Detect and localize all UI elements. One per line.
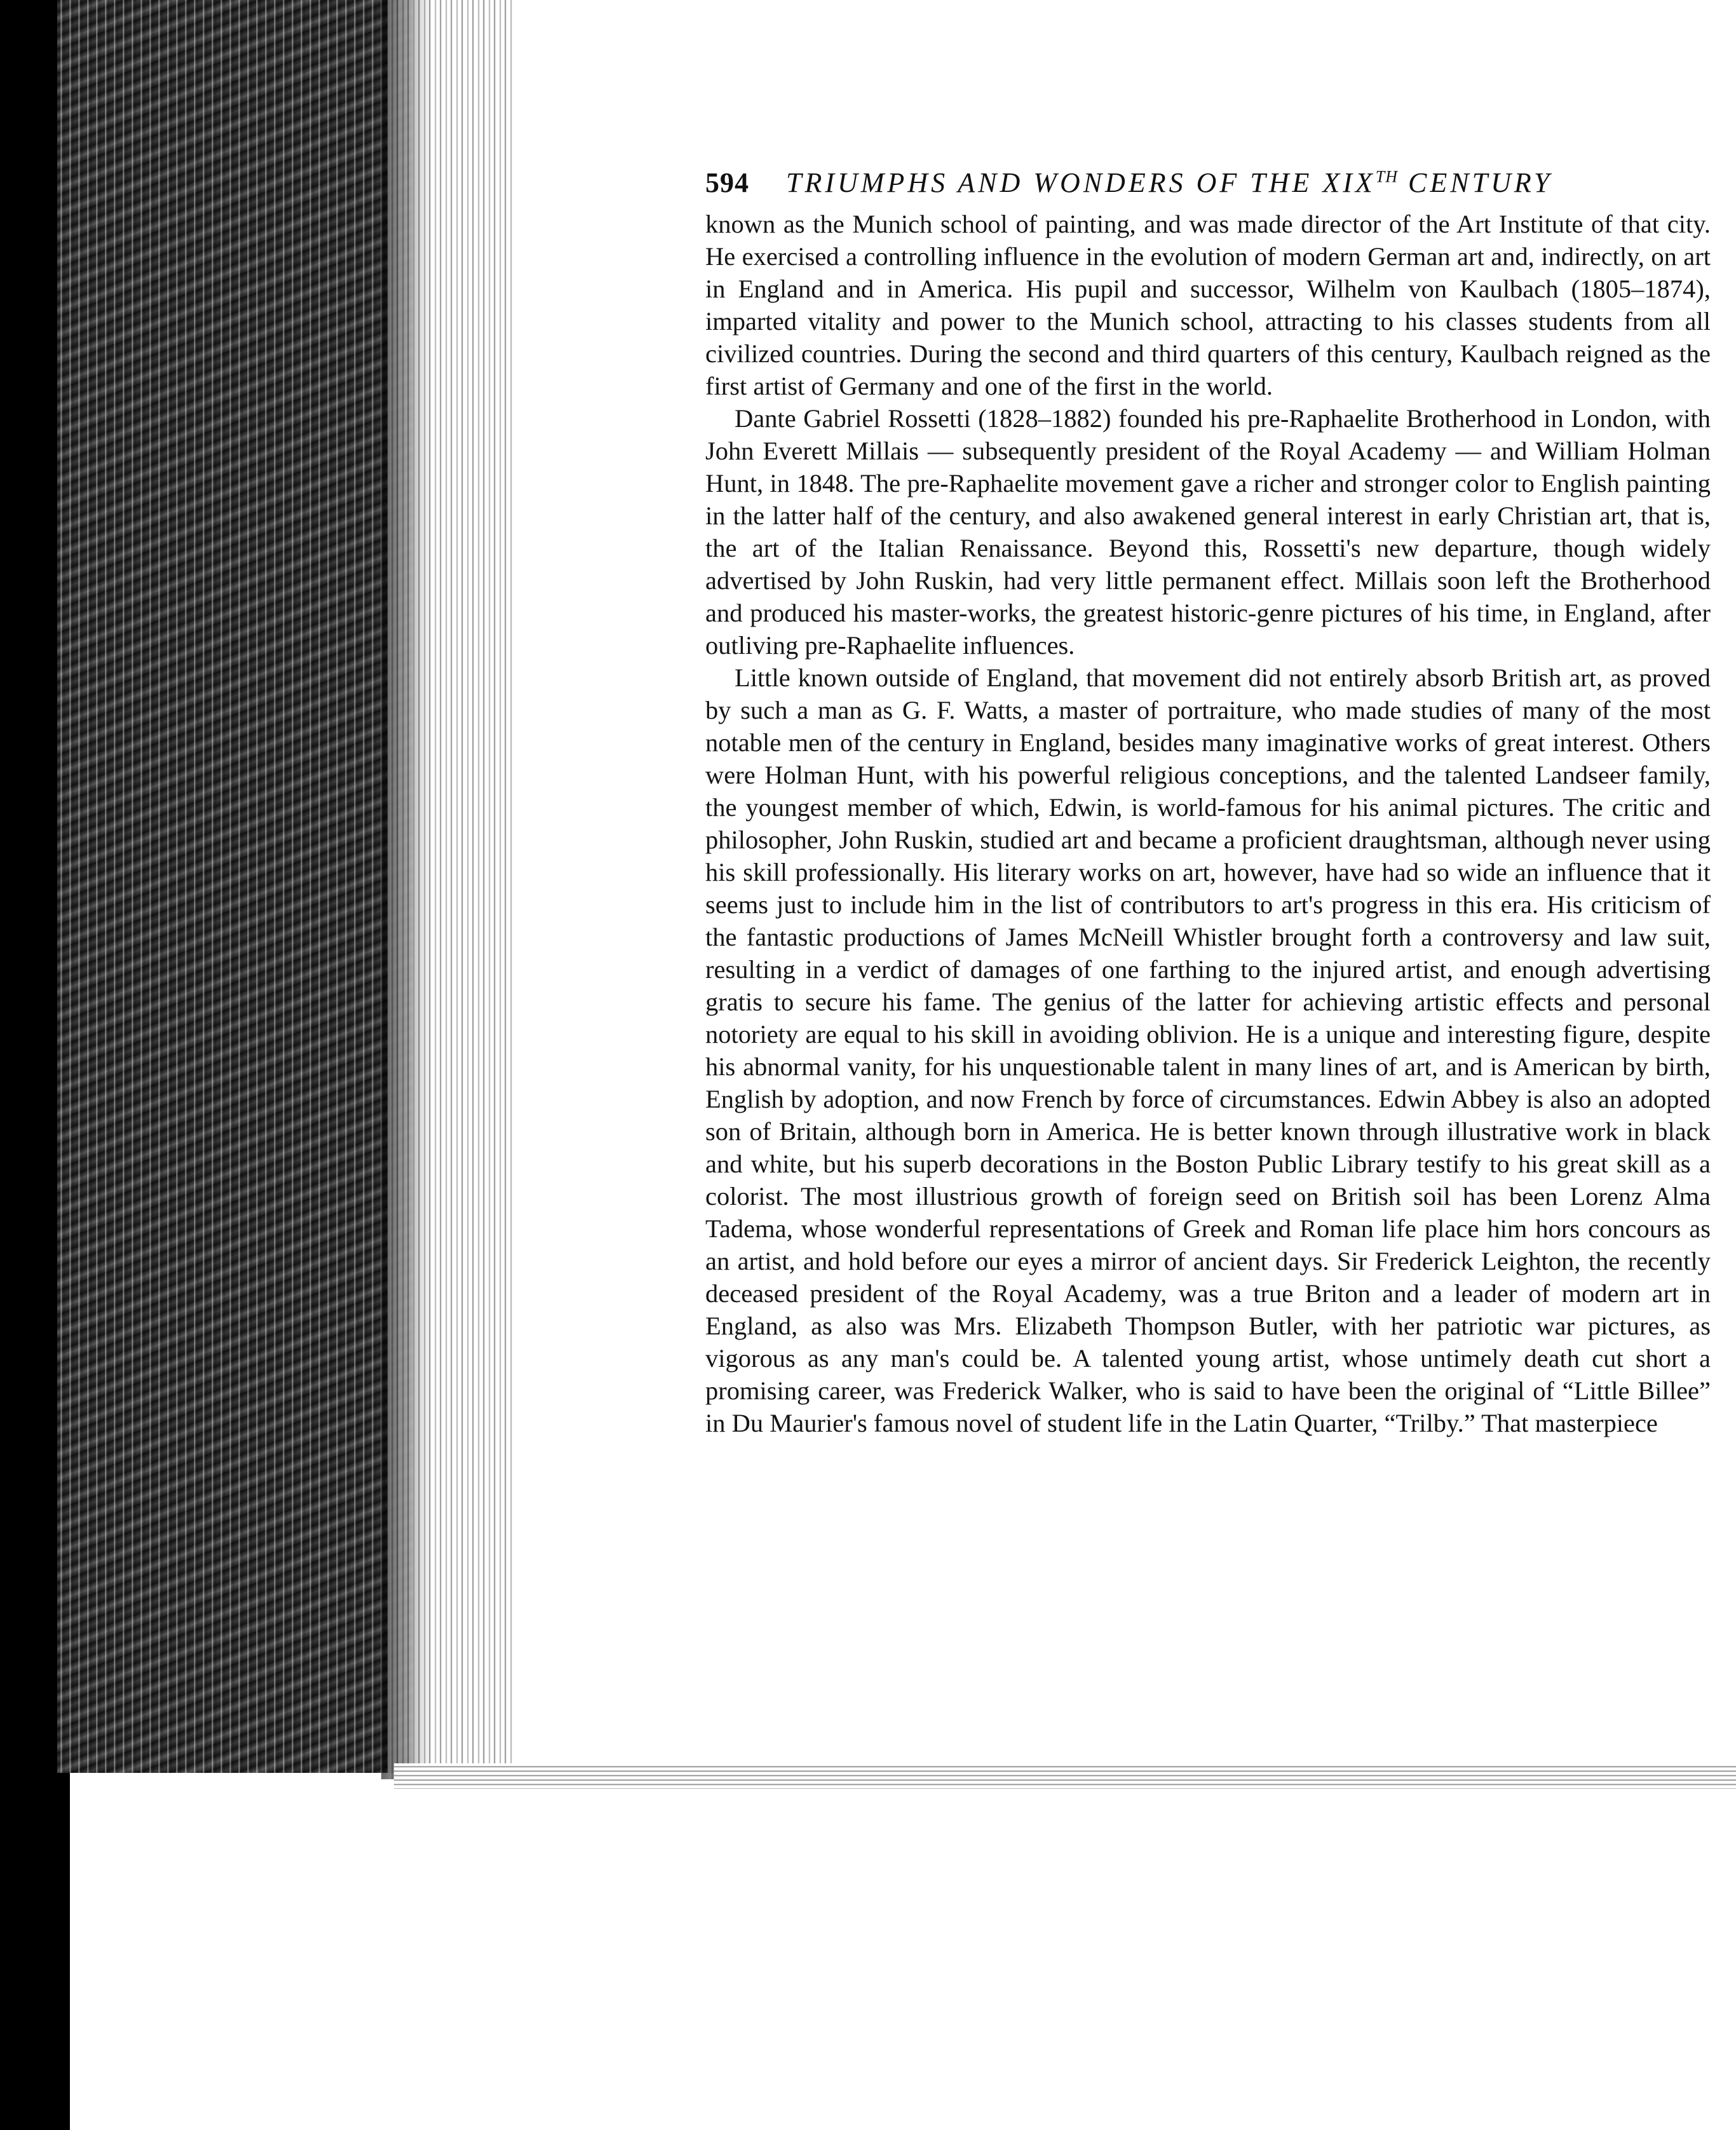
running-title [786,166,1552,199]
paragraph-continued: known as the Munich school of painting, and was made director of the Art Institute of that city. He exercised a controlling influence in the evolution of modern German art and, indirectly, on art in England and in America. His pupil and successor, Wilhelm von Kaulbach (1805–1874), imparted vitality and power to the Munich school, attracting to his classes students from all civilized countries. During the second and third quarters of this century, Kaulbach reigned as the first artist of Germany and one of the first in the world. [705,210,1711,400]
page-number: 594 [705,167,749,198]
running-head [705,166,1711,199]
marbled-book-edge [57,0,413,1773]
paragraph-british-art: Little known outside of England, that movement did not entirely absorb British art, as proved by such a man as G. F. Watts, a master of portraiture, who made studies of many of the most notable men of the century in England, besides many imaginative works of great interest. Others were Holman Hunt, with his powerful religious conceptions, and the talented Landseer family, the youngest member of which, Edwin, is world-famous for his animal pictures. The critic and philosopher, John Ruskin, studied art and became a proficient draughtsman, although never using his skill professionally. His literary works on art, however, have had so wide an influence that it seems just to include him in the list of contributors to art's progress in this era. His criticism of the fantastic productions of James McNeill Whistler brought forth a controversy and law suit, resulting in a verdict of damages of one farthing to the injured artist, and enough advertising gratis to secure his fame. The genius of the latter for achieving artistic effects and personal notoriety are equal to his skill in avoiding oblivion. He is a unique and interesting figure, despite his abnormal vanity, for his unquestionable talent in many lines of art, and is American by birth, English by adoption, and now French by force of circumstances. Edwin Abbey is also an adopted son of Britain, although born in America. He is better known through illustrative work in black and white, but his superb decorations in the Boston Public Library testify to his great skill as a colorist. The most illustrious growth of foreign seed on British soil has been Lorenz Alma Tadema, whose wonderful representations of Greek and Roman life place him hors concours as an artist, and hold before our eyes a mirror of ancient days. Sir Frederick Leighton, the recently deceased president of the Royal Academy, was a true Briton and a leader of modern art in England, as also was Mrs. Elizabeth Thompson Butler, with her patriotic war pictures, as vigorous as any man's could be. A talented young artist, whose untimely death cut short a promising career, was Frederick Walker, who is said to have been the original of “Little Billee” in Du Maurier's famous novel of student life in the Latin Quarter, “Trilby.” That masterpiece [705,663,1711,1437]
printed-page [705,166,1711,1439]
running-title-text: TRIUMPHS AND WONDERS OF THE XIX [786,167,1376,198]
running-title-end: CENTURY [1398,167,1553,198]
body-text [705,208,1711,1439]
paragraph-rossetti: Dante Gabriel Rossetti (1828–1882) founded his pre-Raphaelite Brotherhood in London, with John Everett Millais — subsequently president of the Royal Academy — and William Holman Hunt, in 1848. The pre-Raphaelite movement gave a richer and stronger color to English painting in the latter half of the century, and also awakened general interest in early Christian art, that is, the art of the Italian Renaissance. Beyond this, Rossetti's new departure, though widely advertised by John Ruskin, had very little permanent effect. Millais soon left the Brotherhood and produced his master-works, the greatest historic-genre pictures of his time, in England, after outliving pre-Raphaelite influences. [705,404,1711,660]
running-title-superscript: TH [1375,167,1399,186]
gutter-shadow [381,0,432,1779]
page-bottom-edge [394,1763,1736,1789]
